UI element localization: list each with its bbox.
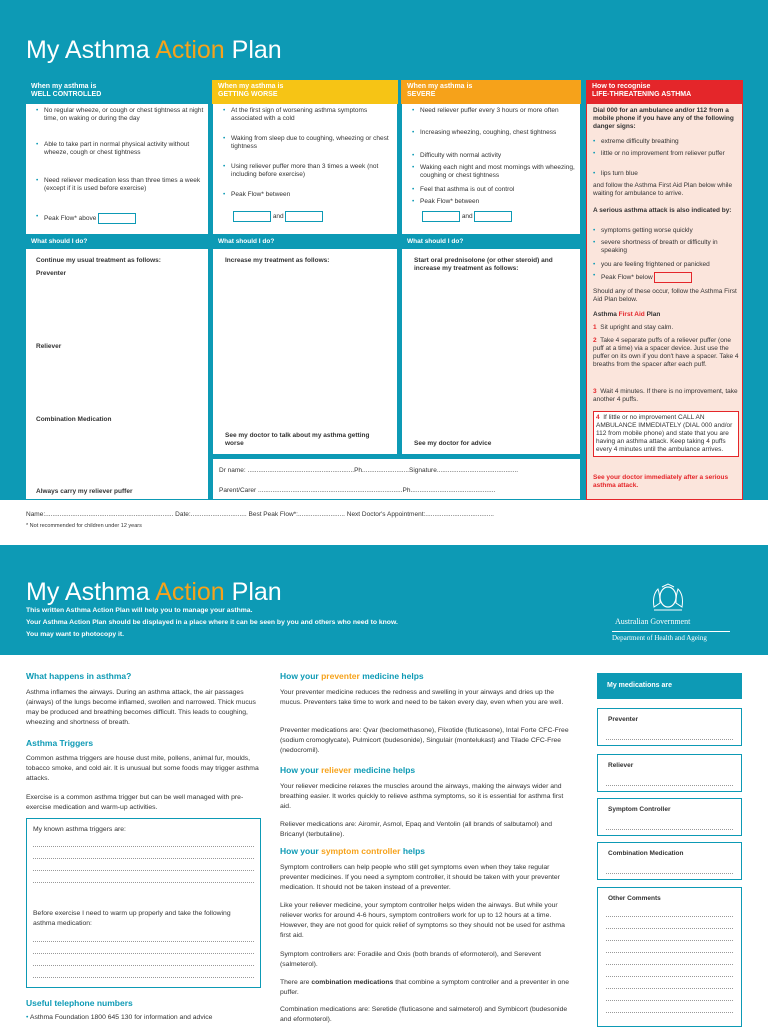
first-aid-step-call: 4 If little or no improvement CALL AN AMBULANCE IMMEDIATELY (DIAL 000 and/or 112 from mobile phone) and state that you are having an asthma attack. Keep taking 4 puffs every 4 minutes until the ambulance arrives.: [593, 411, 739, 457]
para-reliever-meds: Reliever medications are: Airomir, Asmol, Epaq and Ventolin (all brands of salbutamol) and Bricanyl (terbutaline).: [280, 821, 553, 838]
col1-foot: Always carry my reliever puffer: [36, 488, 133, 495]
med-box-reliever[interactable]: Reliever: [597, 754, 742, 792]
col1-label-preventer: Preventer: [36, 270, 66, 277]
para-symptom-controller: Symptom controllers can help people who still get symptoms even when they take regular preventer medicines. If you need a symptom controller, it should be taken with your preventer medication. It should not be taken instead of a preventer.: [280, 864, 560, 891]
write-line[interactable]: [33, 965, 254, 966]
heading-symptom-controller: How your symptom controller helps: [280, 846, 426, 856]
phone-item: • Asthma Foundation 1800 645 130 for information and advice: [26, 1014, 213, 1021]
life-serious-sign: • symptoms getting worse quickly: [601, 227, 739, 235]
col4-head: How to recognise LIFE-THREATENING ASTHMA: [586, 80, 743, 104]
life-see-doctor: See your doctor immediately after a serious asthma attack.: [593, 474, 729, 489]
footer-name-line[interactable]: Name:....................................................................... Date:............................... Best Peak Flow*:.......................... Next Doctor's Appointment:......................................: [26, 511, 494, 518]
col1-head: When my asthma is WELL CONTROLLED: [25, 80, 209, 104]
heading-triggers: Asthma Triggers: [26, 738, 94, 748]
heading-reliever: How your reliever medicine helps: [280, 765, 416, 775]
intro-line: This written Asthma Action Plan will help you to manage your asthma.: [26, 607, 253, 614]
para-triggers: Common asthma triggers are house dust mite, pollens, animal fur, moulds, tobacco smoke, and cold air. It is unusual but some foods may trigger asthma attacks.: [26, 755, 259, 782]
life-follow: and follow the Asthma First Aid Plan below while waiting for ambulance to arrive.: [593, 182, 733, 197]
intro-line: Your Asthma Action Plan should be displayed in a place where it can be seen by you and others who need to know.: [26, 619, 398, 626]
col3-do: Start oral prednisolone (or other steroid) and increase my treatment as follows:: [414, 257, 553, 272]
peak-flow-low-field[interactable]: [422, 211, 460, 222]
first-aid-step: 1 Sit upright and stay calm.: [593, 324, 674, 331]
med-box-preventer[interactable]: Preventer: [597, 708, 742, 746]
para-combination: There are combination medications that combine a symptom controller and a preventer in one puffer.: [280, 979, 569, 996]
col1-bullet: • Need reliever medication less than three times a week (except if it is used before exercise): [44, 177, 204, 193]
write-line[interactable]: [33, 870, 254, 871]
before-exercise-label: Before exercise I need to warm up properly and take the following asthma medication:: [33, 910, 231, 927]
life-sign: • lips turn blue: [601, 170, 739, 178]
col2-bullet: • Waking from sleep due to coughing, wheezing or chest tightness: [231, 135, 391, 151]
gov-dept: Department of Health and Ageing: [612, 634, 707, 642]
triggers-box[interactable]: [26, 818, 261, 988]
write-line[interactable]: [33, 846, 254, 847]
col2-foot: See my doctor to talk about my asthma getting worse: [225, 432, 370, 447]
med-box-other-comments[interactable]: Other Comments: [597, 887, 742, 1027]
col1-bullet: • Able to take part in normal physical activity without wheeze, cough or chest tightness: [44, 141, 204, 157]
heading-preventer: How your preventer medicine helps: [280, 671, 424, 681]
col3-bullet: • Waking each night and most mornings with wheezing, coughing or chest tightness: [420, 164, 580, 180]
known-triggers-label: My known asthma triggers are:: [33, 826, 126, 833]
doctor-details-box: [212, 458, 581, 500]
col2-head: When my asthma is GETTING WORSE: [212, 80, 398, 104]
footer-note: * Not recommended for children under 12 years: [26, 523, 142, 529]
col2-what-band: What should I do?: [212, 234, 398, 249]
peak-flow-high-field[interactable]: [285, 211, 323, 222]
life-should: Should any of these occur, follow the Asthma First Aid Plan below.: [593, 288, 737, 303]
para-exercise: Exercise is a common asthma trigger but can be well managed with pre-exercise medication and warm-up activities.: [26, 794, 244, 811]
col-life-threatening: [586, 80, 743, 500]
col2-do: Increase my treatment as follows:: [225, 257, 330, 264]
write-line[interactable]: [33, 977, 254, 978]
col3-bullet: • Need reliever puffer every 3 hours or more often: [420, 107, 580, 115]
heading-what-happens: What happens in asthma?: [26, 671, 132, 681]
peak-flow-below-field[interactable]: [654, 272, 692, 283]
col3-peak-range: and: [422, 211, 512, 222]
write-line[interactable]: [33, 953, 254, 954]
col2-peak-range: and: [233, 211, 323, 222]
coat-of-arms-logo: [648, 583, 688, 613]
write-line[interactable]: [33, 941, 254, 942]
peak-flow-field[interactable]: [98, 213, 136, 224]
my-medications-header: My medications are: [597, 673, 742, 699]
col1-bullet: • Peak Flow* above: [44, 213, 204, 224]
col2-bullet: • Using reliever puffer more than 3 times a week (not including before exercise): [231, 163, 391, 179]
col1-what-band: What should I do?: [25, 234, 209, 249]
para-preventer-meds: Preventer medications are: Qvar (beclomethasone), Flixotide (fluticasone), Intal Forte CFC-Free (sodium cromoglycate), Pulmicort (budesonide), Singulair (montelukast) and Tilade CFC-Free (nedocromil).: [280, 727, 569, 754]
heading-phone: Useful telephone numbers: [26, 998, 133, 1008]
intro-line: You may want to photocopy it.: [26, 631, 125, 638]
life-serious-sign: • you are feeling frightened or panicked: [601, 261, 739, 269]
col-severe: [401, 80, 581, 455]
col1-bullet: • No regular wheeze, or cough or chest tightness at night time, on waking or during the day: [44, 107, 204, 123]
para-what-happens: Asthma inflames the airways. During an asthma attack, the air passages (airways) of the lungs become inflamed, swollen and narrowed. Thick mucus may be produced and breathing becomes difficult. This leads to coughing, wheezing and shortness of breath.: [26, 689, 256, 726]
first-aid-step: 3 Wait 4 minutes. If there is no improvement, take another 4 puffs.: [593, 388, 738, 403]
life-serious: A serious asthma attack is also indicated by:: [593, 207, 732, 214]
para-symptom-controller-2: Like your reliever medicine, your symptom controller helps widen the airways. But while your reliever works for around 4-6 hours, symptom controllers work for up to 12 hours at a time. However, they are not good for quick relief of symptoms so they should not be used for asthma first aid.: [280, 902, 565, 939]
med-box-symptom-controller[interactable]: Symptom Controller: [597, 798, 742, 836]
col1-label-reliever: Reliever: [36, 343, 62, 350]
col-well-controlled: [25, 80, 209, 500]
col-getting-worse: [212, 80, 398, 455]
top-title: My Asthma Action Plan: [26, 36, 282, 64]
col3-foot: See my doctor for advice: [414, 440, 492, 447]
col1-do: Continue my usual treatment as follows:: [36, 257, 161, 264]
life-sign: • extreme difficulty breathing: [601, 138, 739, 146]
life-dial: Dial 000 for an ambulance and/or 112 from a mobile phone if you have any of the following danger signs:: [593, 107, 734, 130]
col3-bullet: • Difficulty with normal activity: [420, 152, 580, 160]
col2-bullet: • Peak Flow* between: [231, 191, 391, 199]
para-preventer: Your preventer medicine reduces the redness and swelling in your airways and dries up the mucus. Preventers take time to work and need to be taken every day, even when you are well.: [280, 689, 564, 706]
med-box-combination[interactable]: Combination Medication: [597, 842, 742, 880]
col3-what-band: What should I do?: [401, 234, 581, 249]
first-aid-title: Asthma First Aid Plan: [593, 311, 661, 318]
col3-bullet: • Peak Flow* between: [420, 198, 580, 206]
para-symptom-controller-meds: Symptom controllers are: Foradile and Oxis (both brands of eformoterol), and Serevent (salmeterol).: [280, 951, 542, 968]
col3-head: When my asthma is SEVERE: [401, 80, 581, 104]
col3-bullet: • Increasing wheezing, coughing, chest tightness: [420, 129, 580, 137]
doctor-name-line[interactable]: Dr name: ...........................................................Ph..........................Signature.............................................: [219, 467, 519, 474]
parent-carer-line[interactable]: Parent/Carer ................................................................................Ph...............................................: [219, 487, 496, 494]
peak-flow-low-field[interactable]: [233, 211, 271, 222]
life-serious-sign: • severe shortness of breath or difficulty in speaking: [601, 239, 739, 255]
life-sign: • little or no improvement from reliever puffer: [601, 150, 739, 158]
life-serious-sign: • Peak Flow* below: [601, 272, 739, 283]
para-combination-meds: Combination medications are: Seretide (fluticasone and salmeterol) and Symbicort (budesonide and eformoterol).: [280, 1006, 568, 1023]
write-line[interactable]: [33, 882, 254, 883]
para-reliever: Your reliever medicine relaxes the muscles around the airways, making the airways wider and breathing easier. It works quickly to relieve asthma symptoms, so it is essential for asthma first aid.: [280, 783, 564, 810]
col3-bullet: • Feel that asthma is out of control: [420, 186, 580, 194]
peak-flow-high-field[interactable]: [474, 211, 512, 222]
col2-bullet: • At the first sign of worsening asthma symptoms associated with a cold: [231, 107, 391, 123]
bottom-title: My Asthma Action Plan: [26, 578, 282, 606]
write-line[interactable]: [33, 858, 254, 859]
col1-label-combination: Combination Medication: [36, 416, 112, 423]
gov-name: Australian Government: [615, 617, 691, 626]
first-aid-step: 2 Take 4 separate puffs of a reliever puffer (one puff at a time) via a spacer device. Just use the puffer on its own if you don't have a spacer. Take 4 breaths from the spacer after each puff.: [593, 337, 739, 368]
gov-divider: [612, 631, 730, 632]
